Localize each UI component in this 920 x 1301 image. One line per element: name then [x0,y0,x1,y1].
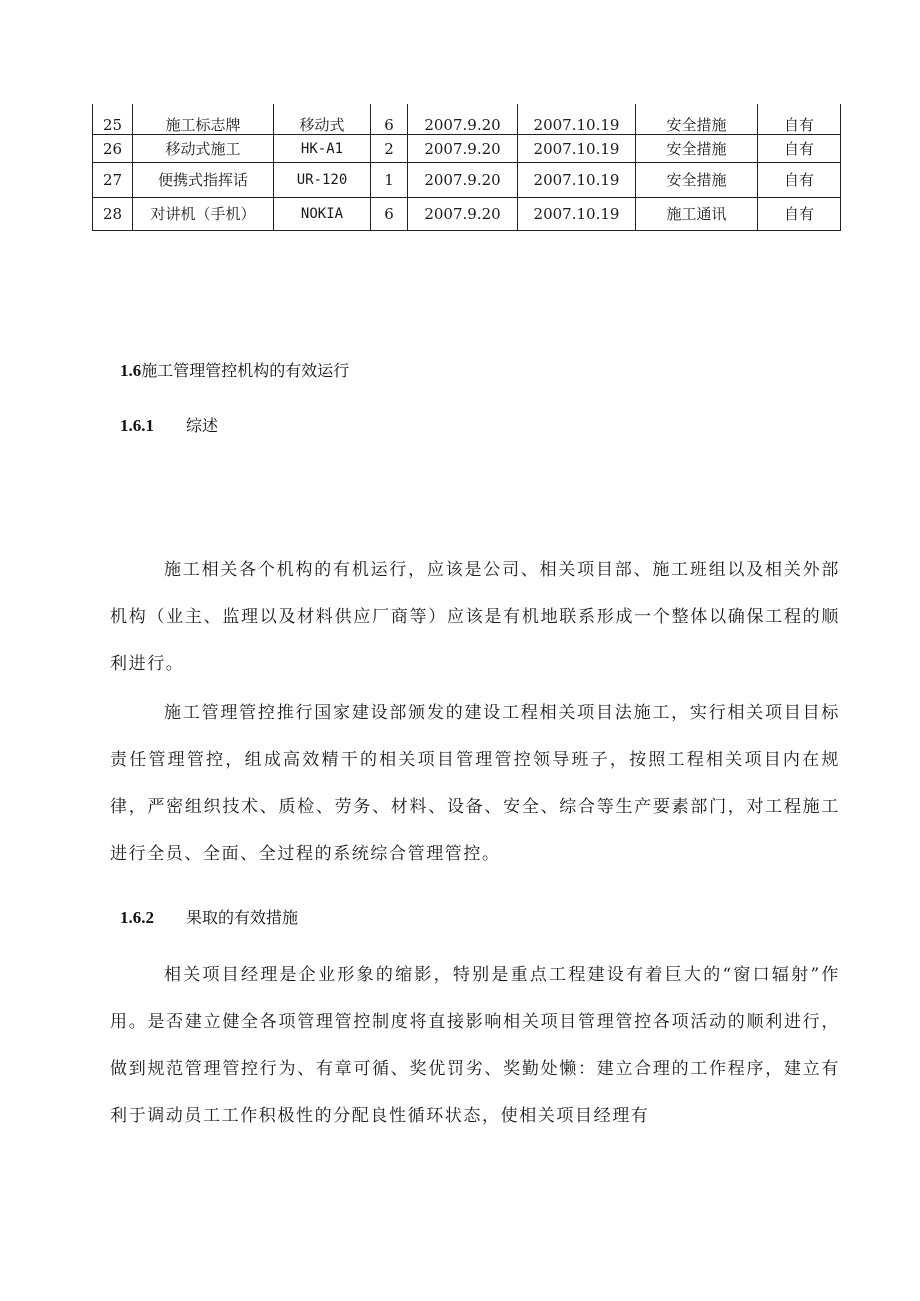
paragraph: 施工相关各个机构的有机运行，应该是公司、相关项目部、施工班组以及相关外部机构（业主、监理以及材料供应厂商等）应该是有机地联系形成一个整体以确保工程的顺利进行。 [110,560,840,674]
subsection-title: 综述 [186,418,219,435]
cell-use: 安全措施 [636,104,758,135]
cell-name: 便携式指挥话 [133,163,274,198]
cell-use: 施工通讯 [636,198,758,231]
cell-end-date: 2007.10.19 [518,163,636,198]
cell-qty: 6 [371,198,408,231]
cell-end-date: 2007.10.19 [518,198,636,231]
subsection-heading-overview [120,413,218,436]
cell-no: 26 [93,135,133,163]
cell-end-date: 2007.10.19 [518,104,636,135]
cell-model: 移动式 [274,104,371,135]
cell-end-date: 2007.10.19 [518,135,636,163]
subsection-number: 1.6.2 [120,908,154,927]
subsection-number: 1.6.1 [120,416,154,435]
table-row [93,104,841,135]
cell-ownership: 自有 [758,198,841,231]
subsection-heading-measures [120,905,298,928]
cell-ownership: 自有 [758,135,841,163]
paragraph: 施工管理管控推行国家建设部颁发的建设工程相关项目法施工，实行相关项目目标责任管理管控，组成高效精干的相关项目管理管控领导班子，按照工程相关项目内在规律，严密组织技术、质检、劳务、材料、设备、安全、综合等生产要素部门，对工程施工进行全员、全面、全过程的系统综合管理管控。 [110,703,840,864]
cell-ownership: 自有 [758,163,841,198]
cell-name: 移动式施工 [133,135,274,163]
section-heading [120,358,349,381]
cell-qty: 1 [371,163,408,198]
cell-qty: 6 [371,104,408,135]
cell-model: HK-A1 [274,135,371,163]
section-title: 施工管理管控机构的有效运行 [141,363,350,380]
paragraph: 相关项目经理是企业形象的缩影，特别是重点工程建设有着巨大的“窗口辐射”作用。是否建立健全各项管理管控制度将直接影响相关项目管理管控各项活动的顺利进行，做到规范管理管控行为、有章可循、奖优罚劣、奖勤处懒：建立合理的工作程序，建立有利于调动员工工作积极性的分配良性循环状态，使相关项目经理有 [110,965,840,1126]
cell-model: UR-120 [274,163,371,198]
cell-qty: 2 [371,135,408,163]
cell-model: NOKIA [274,198,371,231]
cell-start-date: 2007.9.20 [408,198,518,231]
cell-start-date: 2007.9.20 [408,104,518,135]
cell-use: 安全措施 [636,163,758,198]
cell-name: 施工标志牌 [133,104,274,135]
table-row [93,198,841,231]
cell-start-date: 2007.9.20 [408,135,518,163]
cell-no: 25 [93,104,133,135]
cell-no: 27 [93,163,133,198]
subsection-title: 果取的有效措施 [186,910,299,927]
cell-ownership: 自有 [758,104,841,135]
cell-name: 对讲机（手机） [133,198,274,231]
cell-no: 28 [93,198,133,231]
equipment-table [92,104,841,231]
table-row [93,135,841,163]
section-number: 1.6 [120,361,142,380]
table-row [93,163,841,198]
cell-use: 安全措施 [636,135,758,163]
cell-start-date: 2007.9.20 [408,163,518,198]
